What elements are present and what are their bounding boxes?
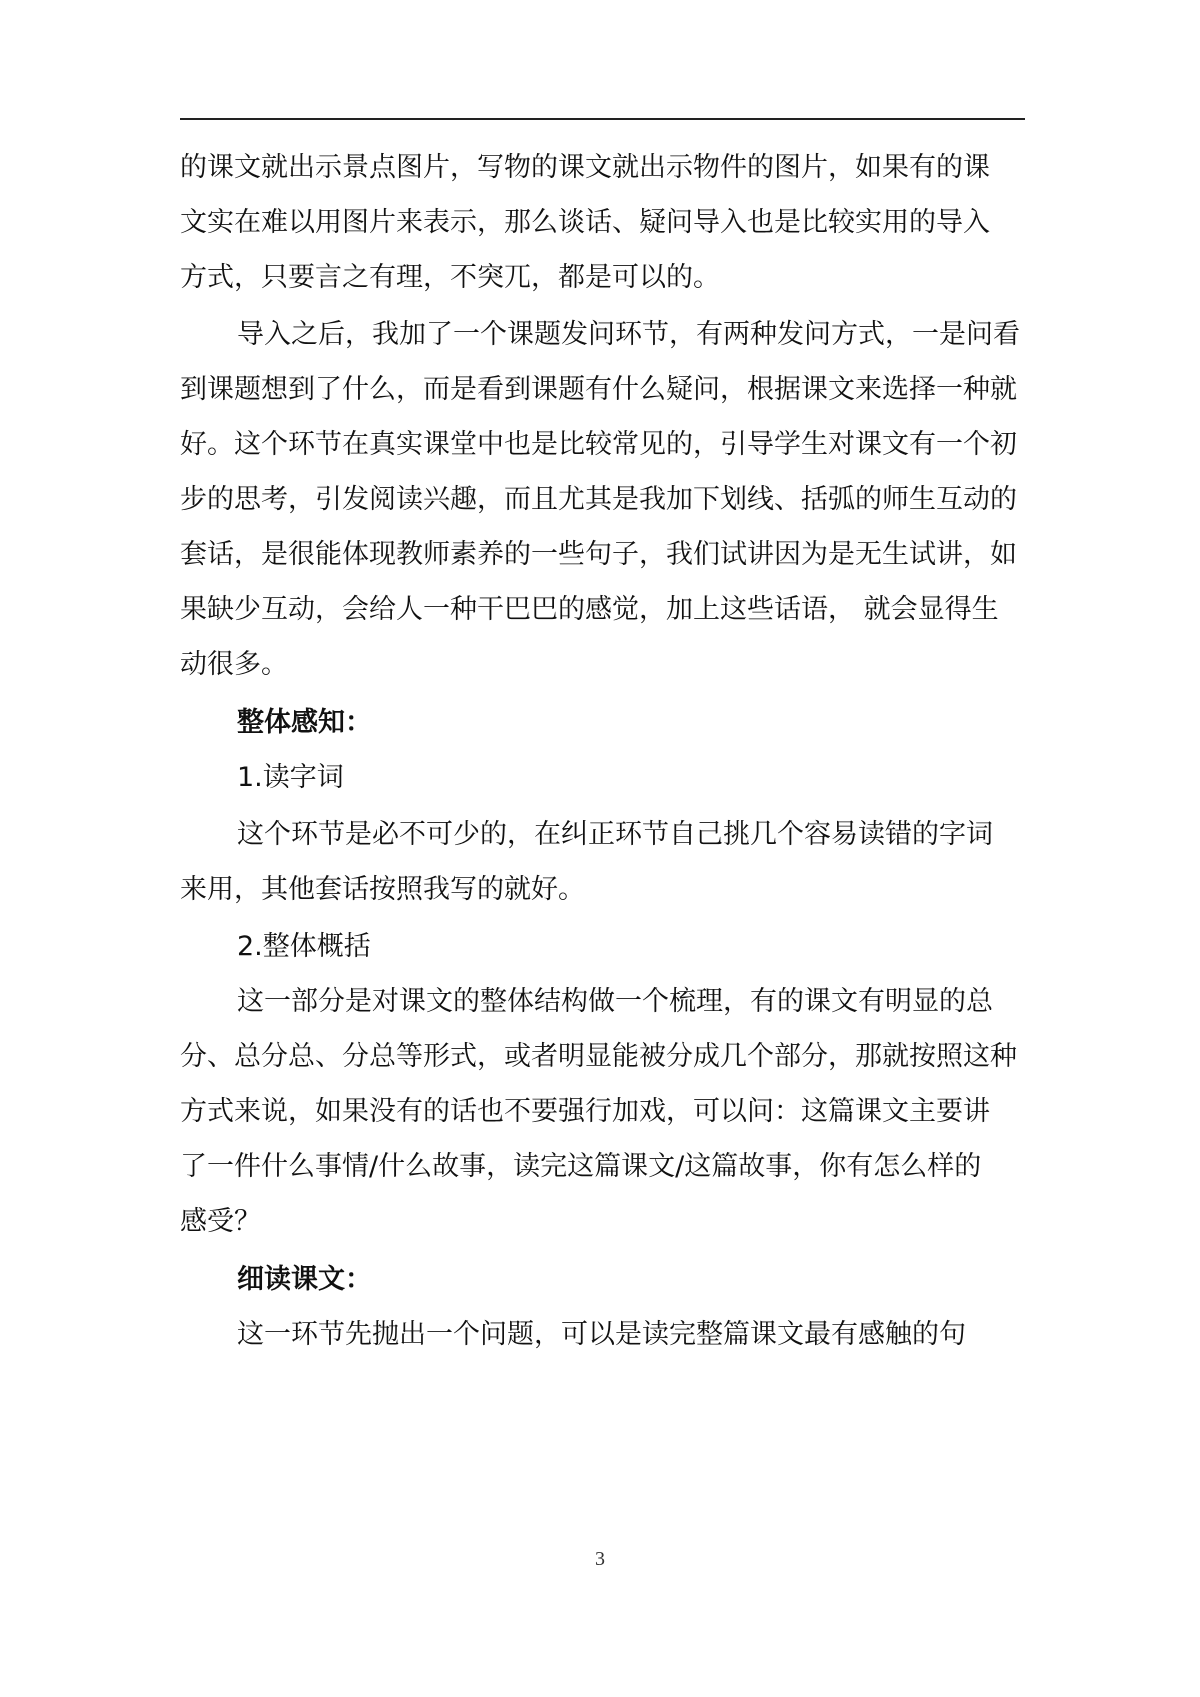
body-text-line: 方式，只要言之有理，不突兀，都是可以的。: [180, 262, 720, 293]
subsection-heading: 2.整体概括: [237, 931, 371, 962]
body-text-line: 这一部分是对课文的整体结构做一个梳理，有的课文有明显的总: [237, 986, 993, 1017]
body-text-line: 来用，其他套话按照我写的就好。: [180, 874, 585, 905]
subsection-heading: 1.读字词: [237, 762, 344, 793]
body-text-line: 感受？: [180, 1206, 261, 1237]
body-text-line: 这个环节是必不可少的，在纠正环节自己挑几个容易读错的字词: [237, 819, 993, 850]
page-number: 3: [595, 1548, 605, 1570]
body-text-line: 动很多。: [180, 649, 288, 680]
section-heading: 整体感知：: [237, 707, 372, 738]
body-text-line: 文实在难以用图片来表示，那么谈话、疑问导入也是比较实用的导入: [180, 207, 990, 238]
header-rule: [180, 118, 1025, 120]
body-text-line: 分、总分总、分总等形式，或者明显能被分成几个部分，那就按照这种: [180, 1041, 1017, 1072]
body-text-line: 的课文就出示景点图片，写物的课文就出示物件的图片，如果有的课: [180, 152, 990, 183]
section-heading: 细读课文：: [237, 1264, 372, 1295]
body-text-line: 这一环节先抛出一个问题，可以是读完整篇课文最有感触的句: [237, 1319, 966, 1350]
body-text-line: 到课题想到了什么，而是看到课题有什么疑问，根据课文来选择一种就: [180, 374, 1017, 405]
body-text-line: 好。这个环节在真实课堂中也是比较常见的，引导学生对课文有一个初: [180, 429, 1017, 460]
body-text-line: 方式来说，如果没有的话也不要强行加戏，可以问：这篇课文主要讲: [180, 1096, 990, 1127]
body-text-line: 套话，是很能体现教师素养的一些句子，我们试讲因为是无生试讲，如: [180, 539, 1017, 570]
body-text-line: 导入之后，我加了一个课题发问环节，有两种发问方式，一是问看: [237, 319, 1020, 350]
body-text-line: 步的思考，引发阅读兴趣，而且尤其是我加下划线、括弧的师生互动的: [180, 484, 1017, 515]
body-text-line: 果缺少互动，会给人一种干巴巴的感觉，加上这些话语， 就会显得生: [180, 594, 999, 625]
body-text-line: 了一件什么事情/什么故事，读完这篇课文/这篇故事，你有怎么样的: [180, 1151, 982, 1182]
